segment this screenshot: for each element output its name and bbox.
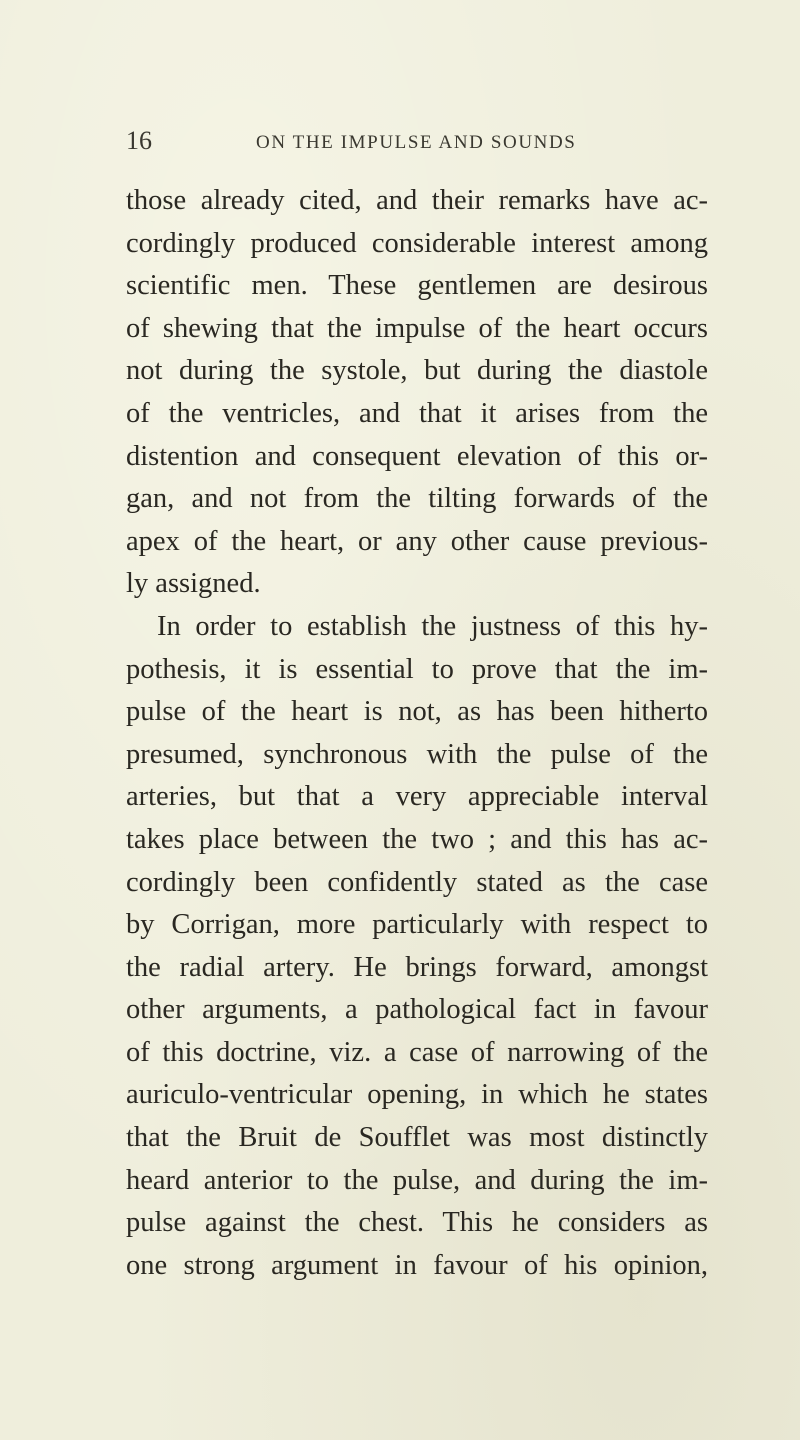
text-line: those already cited, and their remarks have ac-	[126, 185, 708, 216]
text-line: of the ventricles, and that it arises from the	[126, 397, 708, 429]
text-line-paragraph-start: In order to establish the justness of this hy-	[157, 610, 708, 642]
running-head: ON THE IMPULSE AND SOUNDS	[256, 132, 577, 153]
text-line: that the Bruit de Soufflet was most distinctly	[126, 1122, 708, 1154]
text-line: not during the systole, but during the diastole	[126, 355, 708, 387]
text-line: heard anterior to the pulse, and during the im-	[126, 1164, 708, 1196]
text-line: ly assigned.	[126, 568, 261, 600]
text-line: arteries, but that a very appreciable interval	[126, 781, 708, 813]
text-line: of shewing that the impulse of the heart occurs	[126, 312, 708, 344]
page-number: 16	[126, 126, 152, 155]
page-header	[126, 126, 686, 162]
text-line: pulse against the chest. This he considers as	[126, 1207, 708, 1239]
text-line: scientific men. These gentlemen are desirous	[126, 270, 708, 302]
text-line: apex of the heart, or any other cause previous-	[126, 525, 708, 557]
text-line: distention and consequent elevation of this or-	[126, 440, 708, 472]
text-line: presumed, synchronous with the pulse of the	[126, 738, 708, 770]
text-line: auriculo-ventricular opening, in which he states	[126, 1079, 708, 1111]
text-line: takes place between the two ; and this has ac-	[126, 823, 708, 855]
text-line: by Corrigan, more particularly with respect to	[126, 909, 708, 941]
text-line: cordingly produced considerable interest among	[126, 227, 708, 259]
text-line: pothesis, it is essential to prove that the im-	[126, 653, 708, 685]
text-line: pulse of the heart is not, as has been hitherto	[126, 696, 708, 728]
text-line: one strong argument in favour of his opinion,	[126, 1249, 708, 1281]
body-text	[126, 180, 708, 1287]
text-line: other arguments, a pathological fact in favour	[126, 994, 708, 1026]
text-line: the radial artery. He brings forward, amongst	[126, 951, 708, 983]
text-line: cordingly been confidently stated as the case	[126, 866, 708, 898]
text-line: gan, and not from the tilting forwards of the	[126, 483, 708, 515]
text-line: of this doctrine, viz. a case of narrowing of the	[126, 1036, 708, 1068]
